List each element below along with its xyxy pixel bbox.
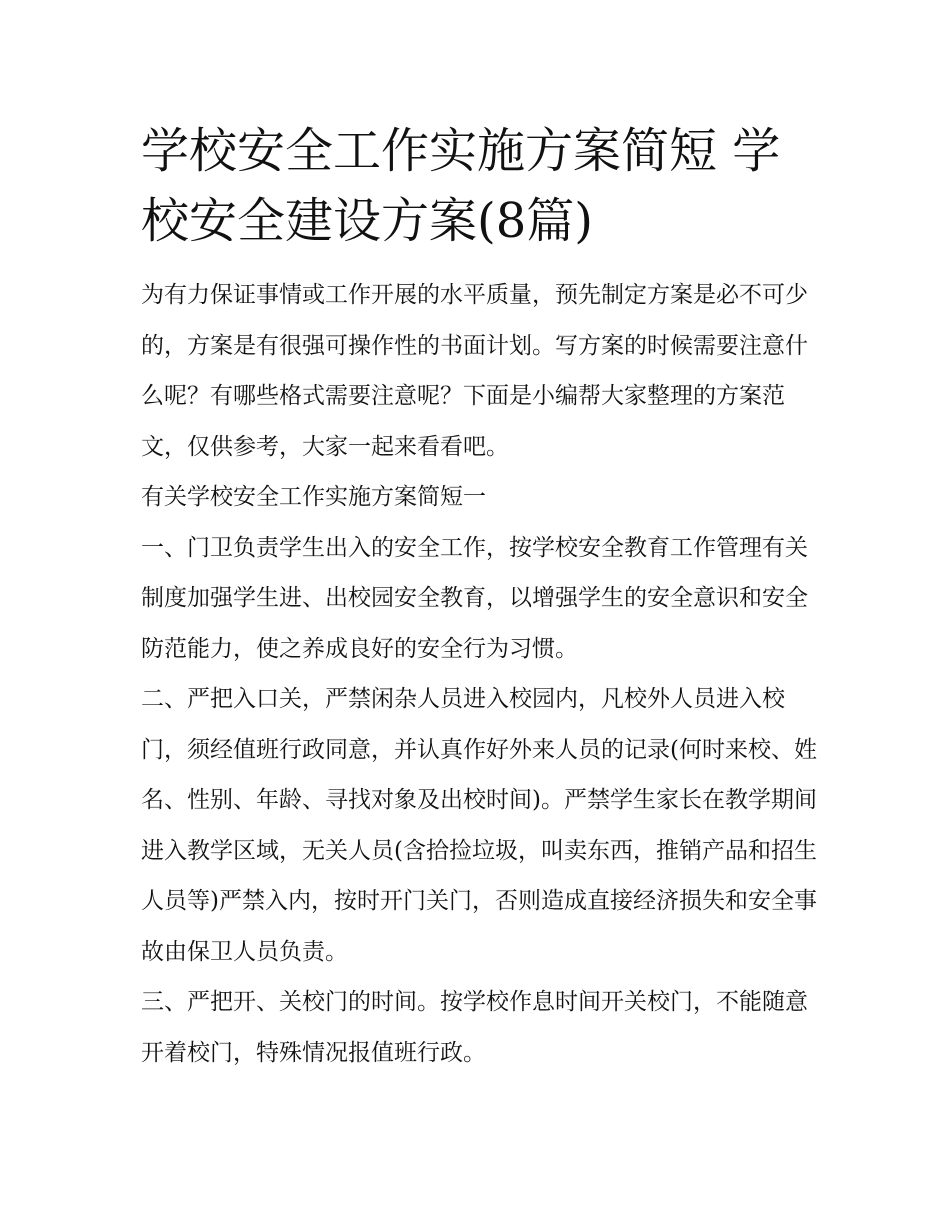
body-paragraph-1: 一、门卫负责学生出入的安全工作，按学校安全教育工作管理有关制度加强学生进、出校园安全教育，以增强学生的安全意识和安全防范能力，使之养成良好的安全行为习惯。 bbox=[141, 534, 808, 662]
body-paragraph-2: 二、严把入口关，严禁闲杂人员进入校园内，凡校外人员进入校门，须经值班行政同意，并认真作好外来人员的记录(何时来校、姓名、性别、年龄、寻找对象及出校时间)。严禁学生家长在教学期间进入教学区域，无关人员(含拾捡垃圾，叫卖东西，推销产品和招生人员等)严禁入内，按时开门关门，否则造成直接经济损失和安全事故由保卫人员负责。 bbox=[141, 686, 817, 965]
section-heading: 有关学校安全工作实施方案简短一 bbox=[141, 484, 486, 510]
document-title: 学校安全工作实施方案简短 学校安全建设方案(8篇) bbox=[141, 123, 781, 249]
document-page bbox=[141, 116, 821, 1078]
body-paragraph-3: 三、严把开、关校门的时间。按学校作息时间开关校门，不能随意开着校门，特殊情况报值班行政。 bbox=[141, 989, 808, 1066]
intro-paragraph: 为有力保证事情或工作开展的水平质量，预先制定方案是必不可少的，方案是有很强可操作性的书面计划。写方案的时候需要注意什么呢？有哪些格式需要注意呢？下面是小编帮大家整理的方案范文，仅供参考，大家一起来看看吧。 bbox=[141, 282, 808, 460]
